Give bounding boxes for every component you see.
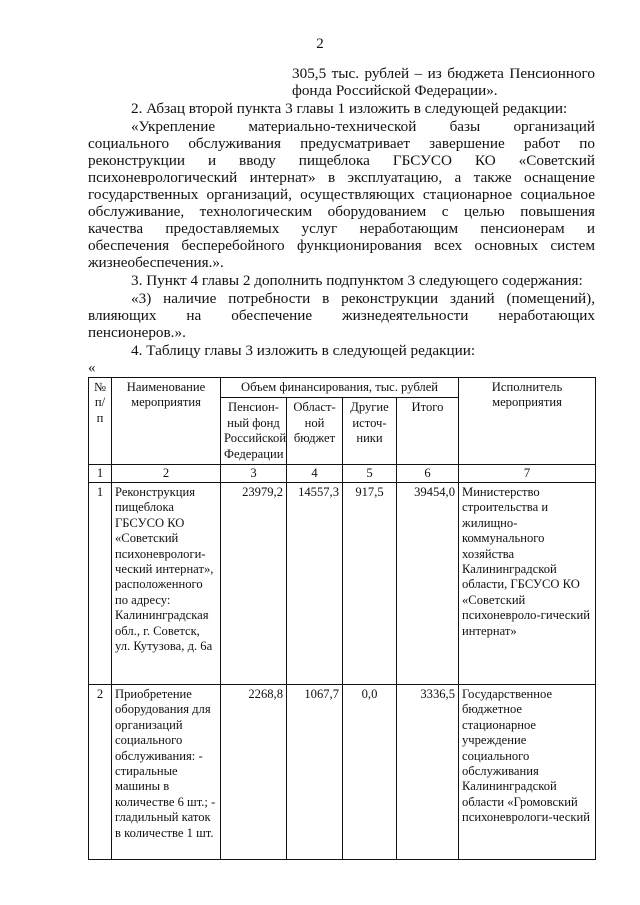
table-column-numbers [89,465,596,483]
column-number: 6 [397,465,459,483]
header-other-sources: Другие источ-ники [343,398,397,465]
paragraph-3: 3. Пункт 4 главы 2 дополнить подпунктом 3 следующего содержания: [131,272,583,289]
table-row [89,483,596,685]
row-executor: Министерство строительства и жилищно-коммунального хозяйства Калининградской области, ГБСУСО КО «Советский психоневроло-гический интернат» [459,483,596,685]
row-pension-fund: 23979,2 [221,483,287,685]
column-number: 2 [112,465,221,483]
row-executor: Государственное бюджетное стационарное учреждение социального обслуживания Калининградской области «Громовский психоневрологи-ческий [459,685,596,860]
column-number: 5 [343,465,397,483]
row-total: 39454,0 [397,483,459,685]
column-number: 1 [89,465,112,483]
row-name: Приобретение оборудования для организаций социального обслуживания: - стиральные машины в количестве 6 шт.; - гладильный каток в количестве 1 шт. [112,685,221,860]
row-other-sources: 917,5 [343,483,397,685]
header-total: Итого [397,398,459,465]
row-regional-budget: 14557,3 [287,483,343,685]
paragraph-2-line-5: государственных организаций, осуществляющих стационарное социальное [88,186,595,203]
paragraph-2-line-6: обслуживание, технологическим оборудованием с целью повышения [88,203,595,220]
header-pension-fund: Пенсион-ный фонд Российской Федерации [221,398,287,465]
row-other-sources: 0,0 [343,685,397,860]
column-number: 3 [221,465,287,483]
table-row [89,685,596,860]
paragraph-0-line-1: 305,5 тыс. рублей – из бюджета Пенсионного [292,65,595,82]
paragraph-2-line-8: обеспечения бесперебойного функционирования всех основных систем [88,237,595,254]
paragraph-4-line-3: пенсионеров.». [88,324,186,341]
header-regional-budget: Област-ной бюджет [287,398,343,465]
header-volume: Объем финансирования, тыс. рублей [221,378,459,398]
paragraph-2-line-1: «Укрепление материально-технической базы организаций [131,118,595,135]
row-regional-budget: 1067,7 [287,685,343,860]
paragraph-4-line-2: влияющих на обеспечение жизнедеятельности неработающих [88,307,595,324]
header-name: Наименование мероприятия [112,378,221,465]
row-name: Реконструкция пищеблока ГБСУСО КО «Советский психоневрологи-ческий интернат», расположенного по адресу: Калининградская обл., г. Советск, ул. Кутузова, д. 6а [112,483,221,685]
header-executor: Исполнитель мероприятия [459,378,596,465]
paragraph-4-line-1: «3) наличие потребности в реконструкции зданий (помещений), [131,290,595,307]
paragraph-5: 4. Таблицу главы 3 изложить в следующей редакции: [131,342,476,359]
row-num: 2 [89,685,112,860]
row-total: 3336,5 [397,685,459,860]
table-opening-quote: « [88,360,96,376]
page-number: 2 [316,36,324,52]
paragraph-2-line-7: качества предоставляемых услуг неработающим пенсионерам и [88,220,595,237]
column-number: 4 [287,465,343,483]
paragraph-2-line-4: психоневрологический интернат» в эксплуатацию, а также оснащение [88,169,595,186]
table-header-row [89,378,596,398]
row-pension-fund: 2268,8 [221,685,287,860]
header-num: № п/ п [89,378,112,465]
paragraph-2-line-2: социального обслуживания предусматривает завершение работ по [88,135,595,152]
financing-table [88,377,596,860]
paragraph-0-line-2: фонда Российской Федерации». [292,82,498,99]
paragraph-1: 2. Абзац второй пункта 3 главы 1 изложить в следующей редакции: [131,100,568,117]
row-num: 1 [89,483,112,685]
column-number: 7 [459,465,596,483]
paragraph-2-line-3: реконструкции и вводу пищеблока ГБСУСО КО «Советский [88,152,595,169]
paragraph-2-line-9: жизнеобеспечения.». [88,254,224,271]
